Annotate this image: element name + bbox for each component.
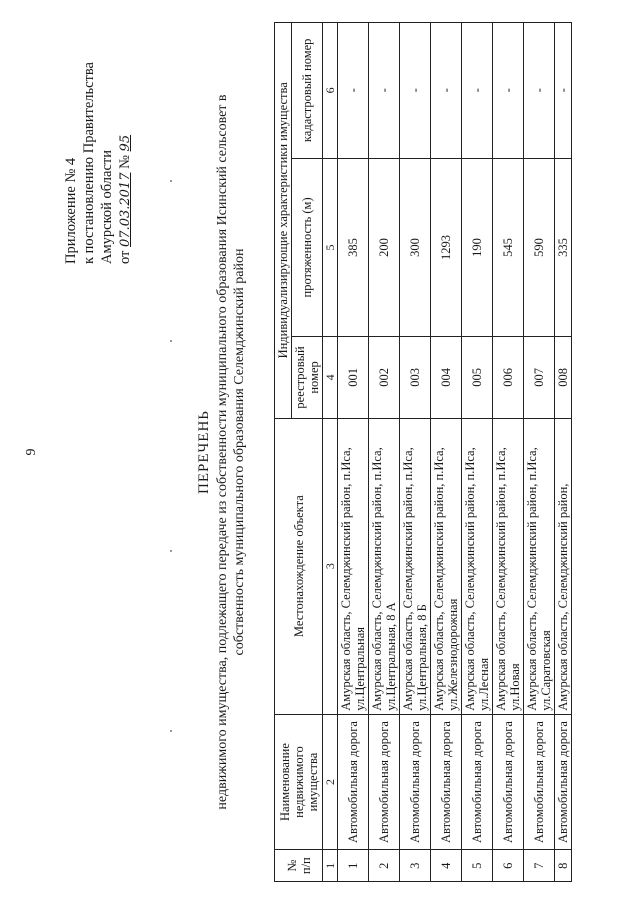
row-number: 4 — [431, 850, 462, 882]
appendix-title: Приложение № 4 — [63, 157, 79, 264]
header-length: протяженность (м) — [292, 158, 323, 337]
registry-number: 008 — [555, 337, 572, 418]
property-name: Автомобильная дорога — [431, 714, 462, 850]
length-meters: 1293 — [431, 158, 462, 337]
property-name: Автомобильная дорога — [400, 714, 431, 850]
property-location: Амурская область, Селемджинский район, п.Иса, ул.Железнодорожная — [431, 418, 462, 714]
cadastral-number: - — [338, 23, 369, 159]
registry-number: 004 — [431, 337, 462, 418]
length-meters: 190 — [462, 158, 493, 337]
column-number-row — [323, 23, 338, 882]
property-name: Автомобильная дорога — [555, 714, 572, 850]
cadastral-number: - — [431, 23, 462, 159]
column-number: 6 — [323, 23, 338, 159]
row-number: 5 — [462, 850, 493, 882]
property-table — [274, 22, 572, 882]
registry-number: 001 — [338, 337, 369, 418]
column-number: 4 — [323, 337, 338, 418]
header-registry-number: реестровый номер — [292, 337, 323, 418]
cadastral-number: - — [524, 23, 555, 159]
property-name: Автомобильная дорога — [524, 714, 555, 850]
cadastral-number: - — [493, 23, 524, 159]
cadastral-number: - — [369, 23, 400, 159]
document-page — [20, 22, 620, 882]
row-number: 8 — [555, 850, 572, 882]
property-location: Амурская область, Селемджинский район, п.Иса, ул.Центральная, 8 Б — [400, 418, 431, 714]
property-name: Автомобильная дорога — [369, 714, 400, 850]
length-meters: 300 — [400, 158, 431, 337]
cadastral-number: - — [462, 23, 493, 159]
property-name: Автомобильная дорога — [493, 714, 524, 850]
property-name: Автомобильная дорога — [338, 714, 369, 850]
length-meters: 590 — [524, 158, 555, 337]
registry-number: 007 — [524, 337, 555, 418]
appendix-block — [62, 62, 135, 264]
subtitle-line-2: собственность муниципального образования Селемджинский район — [232, 248, 247, 656]
table-row — [462, 23, 493, 882]
registry-number: 002 — [369, 337, 400, 418]
appendix-region: Амурской области — [99, 150, 115, 264]
property-location: Амурская область, Селемджинский район, п.Иса, ул.Лесная — [462, 418, 493, 714]
row-number: 3 — [400, 850, 431, 882]
scan-dot — [170, 340, 172, 342]
column-number: 3 — [323, 418, 338, 714]
property-location: Амурская область, Селемджинский район, п.Иса, ул.Новая — [493, 418, 524, 714]
appendix-date-line — [116, 62, 135, 264]
appendix-resolution: к постановлению Правительства — [81, 62, 97, 264]
row-number: 7 — [524, 850, 555, 882]
length-meters: 545 — [493, 158, 524, 337]
table-row — [431, 23, 462, 882]
scan-dot — [170, 180, 172, 182]
registry-number: 003 — [400, 337, 431, 418]
property-location: Амурская область, Селемджинский район, — [555, 418, 572, 714]
property-location: Амурская область, Селемджинский район, п.Иса, ул.Центральная — [338, 418, 369, 714]
table-row — [493, 23, 524, 882]
column-number: 1 — [323, 850, 338, 882]
property-location: Амурская область, Селемджинский район, п.Иса, ул.Центральная, 8 А — [369, 418, 400, 714]
scan-dot — [170, 730, 172, 732]
property-location: Амурская область, Селемджинский район, п.Иса, ул.Саратовская — [524, 418, 555, 714]
length-meters: 200 — [369, 158, 400, 337]
number-prefix: № — [117, 155, 133, 169]
length-meters: 335 — [555, 158, 572, 337]
subtitle-line-1: недвижимого имущества, подлежащего передаче из собственности муниципального образования Исинский сельсовет в — [215, 94, 230, 810]
document-subtitle — [214, 42, 248, 862]
header-location: Местонахождение объекта — [275, 418, 323, 714]
page-number: 9 — [24, 448, 39, 456]
column-number: 5 — [323, 158, 338, 337]
cadastral-number: - — [555, 23, 572, 159]
date-prefix: от — [117, 250, 133, 264]
header-characteristics: Индивидуализирующие характеристики имущества — [275, 23, 292, 419]
table-row — [555, 23, 572, 882]
header-number: № п/п — [275, 850, 323, 882]
table-row — [400, 23, 431, 882]
scan-dot — [170, 550, 172, 552]
handwritten-number: 95 — [118, 134, 133, 152]
scan-marks — [170, 22, 172, 882]
table-row — [369, 23, 400, 882]
handwritten-date: 07.03.2017 — [118, 172, 133, 247]
row-number: 2 — [369, 850, 400, 882]
cadastral-number: - — [400, 23, 431, 159]
table-row — [524, 23, 555, 882]
table-body — [338, 23, 572, 882]
column-number: 2 — [323, 714, 338, 850]
registry-number: 005 — [462, 337, 493, 418]
table-row — [338, 23, 369, 882]
property-name: Автомобильная дорога — [462, 714, 493, 850]
row-number: 1 — [338, 850, 369, 882]
row-number: 6 — [493, 850, 524, 882]
document-title: ПЕРЕЧЕНЬ — [196, 410, 212, 494]
header-cadastral-number: кадастровый номер — [292, 23, 323, 159]
length-meters: 385 — [338, 158, 369, 337]
registry-number: 006 — [493, 337, 524, 418]
header-name: Наименование недвижимого имущества — [275, 714, 323, 850]
